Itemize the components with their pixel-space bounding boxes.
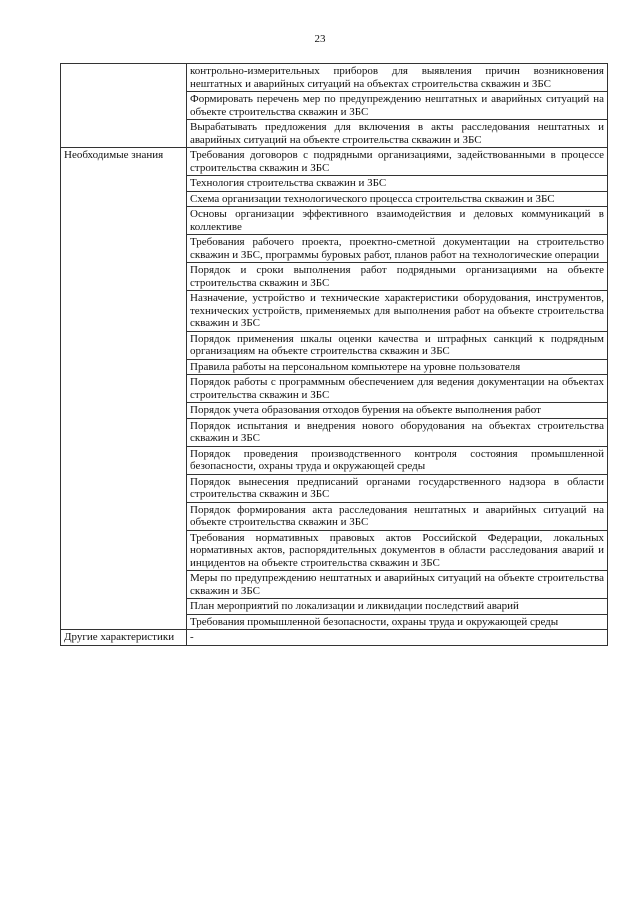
knowledge-item: Схема организации технологического процесса строительства скважин и ЗБС (187, 191, 608, 207)
knowledge-item: Требования нормативных правовых актов Российской Федерации, локальных нормативных актов, распорядительных документов в области расследования аварий и инцидентов на объекте строительства скважин и ЗБС (187, 530, 608, 571)
table-row (61, 64, 608, 92)
knowledge-item: Порядок проведения производственного контроля состояния промышленной безопасности, охраны труда и окружающей среды (187, 446, 608, 474)
knowledge-section-label: Необходимые знания (61, 148, 187, 630)
knowledge-item: Технология строительства скважин и ЗБС (187, 176, 608, 192)
knowledge-item: Порядок работы с программным обеспечением для ведения документации на объектах строительства скважин и ЗБС (187, 375, 608, 403)
knowledge-item: Основы организации эффективного взаимодействия и деловых коммуникаций в коллективе (187, 207, 608, 235)
requirements-table (60, 63, 608, 646)
page-number: 23 (314, 33, 326, 45)
knowledge-item: План мероприятий по локализации и ликвидации последствий аварий (187, 599, 608, 615)
knowledge-item: Требования договоров с подрядными организациями, задействованными в процессе строительства скважин и ЗБС (187, 148, 608, 176)
other-section-value: - (187, 630, 608, 646)
skill-item: Вырабатывать предложения для включения в акты расследования нештатных и аварийных ситуаций на объекте строительства скважин и ЗБС (187, 120, 608, 148)
knowledge-item: Меры по предупреждению нештатных и аварийных ситуаций на объекте строительства скважин и ЗБС (187, 571, 608, 599)
table-row (61, 148, 608, 176)
knowledge-item: Правила работы на персональном компьютере на уровне пользователя (187, 359, 608, 375)
other-section-label: Другие характеристики (61, 630, 187, 646)
skill-item: контрольно-измерительных приборов для выявления причин возникновения нештатных и аварийных ситуаций на объектах строительства скважин и ЗБС (187, 64, 608, 92)
top-section-label (61, 64, 187, 148)
knowledge-item: Порядок вынесения предписаний органами государственного надзора в области строительства скважин и ЗБС (187, 474, 608, 502)
table-row (61, 630, 608, 646)
knowledge-item: Порядок применения шкалы оценки качества и штрафных санкций к подрядным организациям на объекте строительства скважин и ЗБС (187, 331, 608, 359)
knowledge-item: Порядок формирования акта расследования нештатных и аварийных ситуаций на объекте строительства скважин и ЗБС (187, 502, 608, 530)
knowledge-item: Назначение, устройство и технические характеристики оборудования, инструментов, технических устройств, применяемых для выполнения работ на объекте строительства скважин и ЗБС (187, 291, 608, 332)
knowledge-item: Порядок и сроки выполнения работ подрядными организациями на объекте строительства скважин и ЗБС (187, 263, 608, 291)
knowledge-item: Порядок испытания и внедрения нового оборудования на объектах строительства скважин и ЗБС (187, 418, 608, 446)
knowledge-item: Требования промышленной безопасности, охраны труда и окружающей среды (187, 614, 608, 630)
skill-item: Формировать перечень мер по предупреждению нештатных и аварийных ситуаций на объекте строительства скважин и ЗБС (187, 92, 608, 120)
knowledge-item: Порядок учета образования отходов бурения на объекте выполнения работ (187, 403, 608, 419)
knowledge-item: Требования рабочего проекта, проектно-сметной документации на строительство скважин и ЗБС, программы буровых работ, планов работ на технологические операции (187, 235, 608, 263)
